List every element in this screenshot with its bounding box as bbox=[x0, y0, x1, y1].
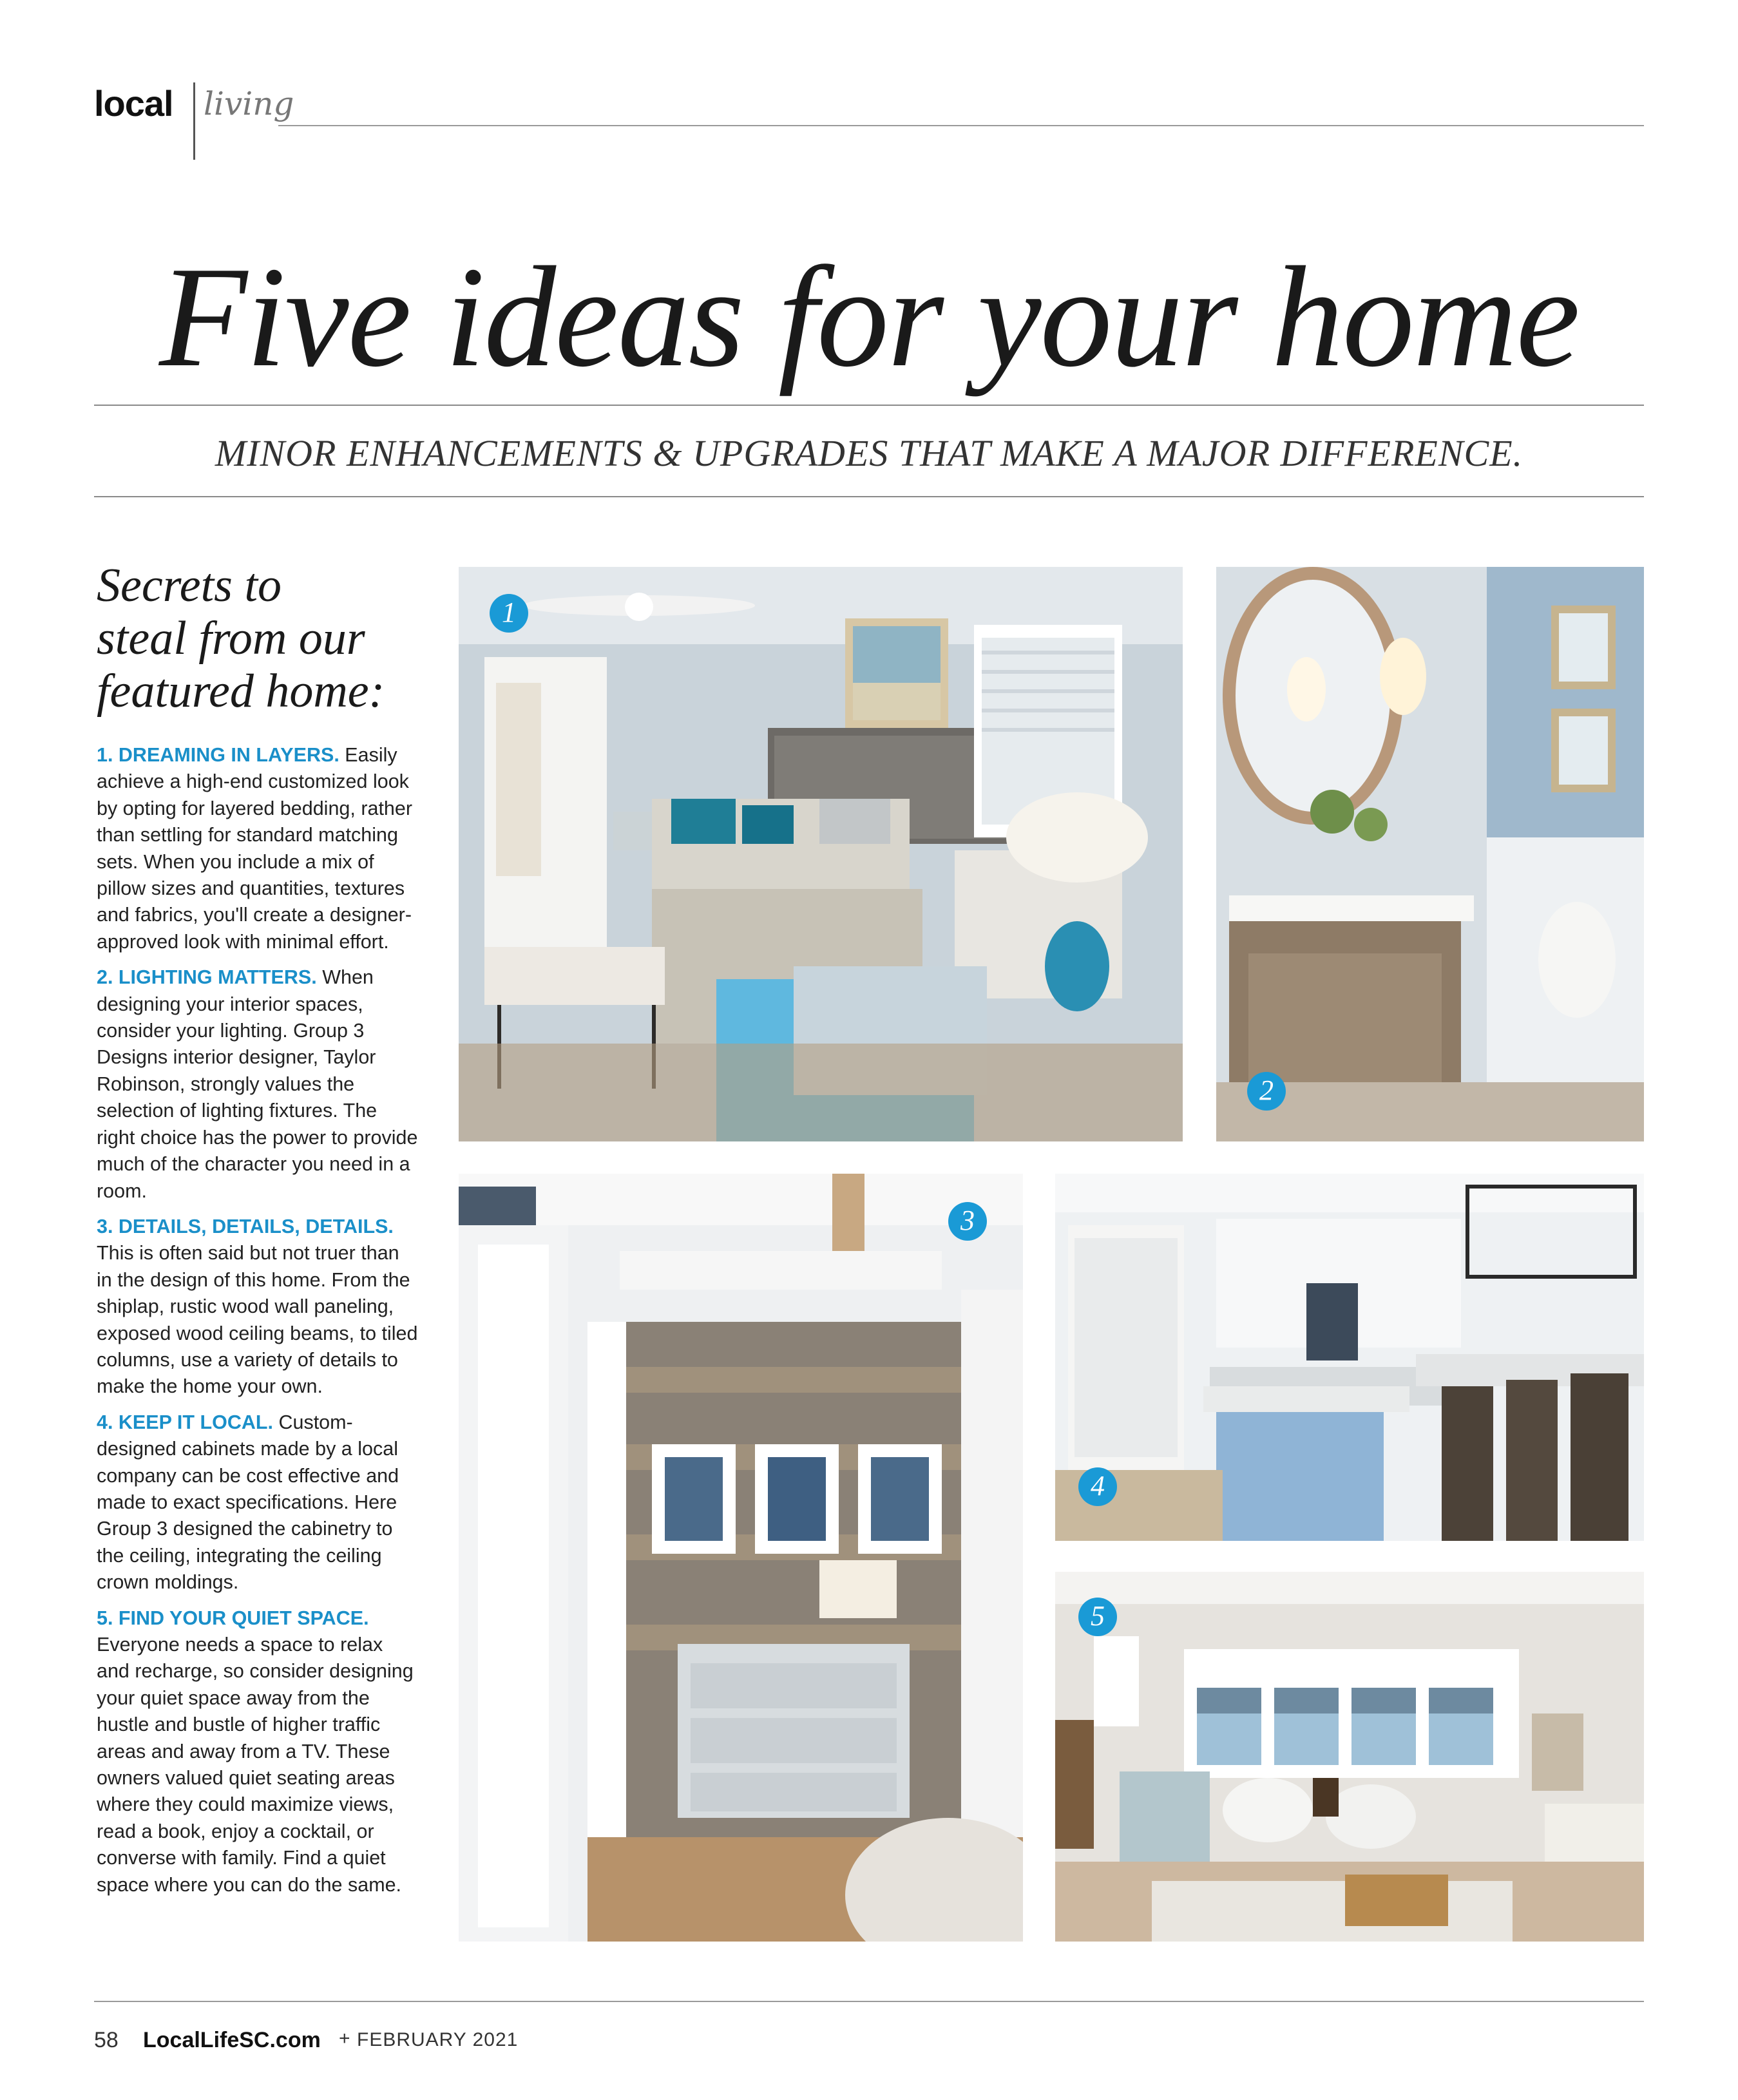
tip-item bbox=[97, 1409, 419, 1596]
footer-site-name: LocalLifeSC.com bbox=[143, 2028, 321, 2052]
title-divider-top bbox=[94, 405, 1644, 406]
tip-heading: 4. KEEP IT LOCAL. bbox=[97, 1411, 273, 1433]
tip-text: This is often said but not truer than in the design of this home. From the shiplap, rustic wood wall paneling, exposed wood ceiling beams, to tiled columns, use a variety of details to make the home your own. bbox=[97, 1242, 418, 1398]
tip-text: Everyone needs a space to relax and recharge, so consider designing your quiet space away from the hustle and bustle of higher traffic areas and away from a TV. These owners valued quiet seating areas where they could maximize views, read a book, enjoy a cocktail, or converse with family. Find a quiet space where you can do the same. bbox=[97, 1634, 414, 1896]
tip-text: Custom-designed cabinets made by a local company can be cost effective and made to exact specifications. Here Group 3 designed the cabinetry to the ceiling, integrating the ceiling crown moldings. bbox=[97, 1411, 399, 1594]
section-name-living: living bbox=[204, 85, 294, 122]
tip-item bbox=[97, 1605, 419, 1898]
footer-separator: + bbox=[339, 2028, 350, 2049]
photo-number-badge: 1 bbox=[490, 594, 528, 633]
tip-heading: 2. LIGHTING MATTERS. bbox=[97, 966, 317, 989]
photo-kitchen bbox=[1055, 1174, 1644, 1541]
photo-bedroom bbox=[459, 567, 1183, 1141]
article-subtitle: MINOR ENHANCEMENTS & UPGRADES THAT MAKE A MAJOR DIFFERENCE. bbox=[215, 432, 1523, 474]
photo-dresser-wall bbox=[459, 1174, 1023, 1942]
header-rule bbox=[278, 125, 1644, 126]
brand-divider bbox=[193, 82, 195, 160]
footer-rule bbox=[94, 2001, 1644, 2002]
tip-heading: 5. FIND YOUR QUIET SPACE. bbox=[97, 1607, 369, 1629]
sidebar-heading-line: featured home: bbox=[97, 665, 385, 718]
photo-number-badge: 2 bbox=[1247, 1072, 1286, 1111]
page-number: 58 bbox=[94, 2028, 119, 2052]
article-title: Five ideas for your home bbox=[159, 237, 1579, 397]
title-divider-bottom bbox=[94, 496, 1644, 497]
sidebar-heading-line: Secrets to bbox=[97, 559, 282, 612]
sidebar-heading-line: steal from our bbox=[97, 612, 365, 665]
photo-seating-room bbox=[1055, 1572, 1644, 1942]
tip-heading: 3. DETAILS, DETAILS, DETAILS. bbox=[97, 1215, 394, 1237]
photo-number-badge: 4 bbox=[1078, 1467, 1117, 1506]
photo-number-badge: 3 bbox=[948, 1202, 987, 1241]
photo-number-badge: 5 bbox=[1078, 1598, 1117, 1636]
photo-bathroom bbox=[1216, 567, 1644, 1141]
sidebar-heading bbox=[97, 559, 432, 718]
tips-list bbox=[97, 742, 419, 1907]
tip-text: When designing your interior spaces, consider your lighting. Group 3 Designs interior designer, Taylor Robinson, strongly values the selection of lighting fixtures. The right choice has the power to provide much of the character you need in a room. bbox=[97, 966, 418, 1202]
issue-date: FEBRUARY 2021 bbox=[357, 2029, 519, 2050]
tip-item bbox=[97, 1214, 419, 1400]
section-brand-local: local bbox=[94, 83, 173, 124]
tip-item bbox=[97, 742, 419, 955]
tip-text: Easily achieve a high-end customized look by opting for layered bedding, rather than settling for standard matching sets. When you include a mix of pillow sizes and quantities, textures and fabrics, you'll create a designer-approved look with minimal effort. bbox=[97, 744, 413, 953]
tip-heading: 1. DREAMING IN LAYERS. bbox=[97, 744, 339, 766]
tip-item bbox=[97, 964, 419, 1205]
